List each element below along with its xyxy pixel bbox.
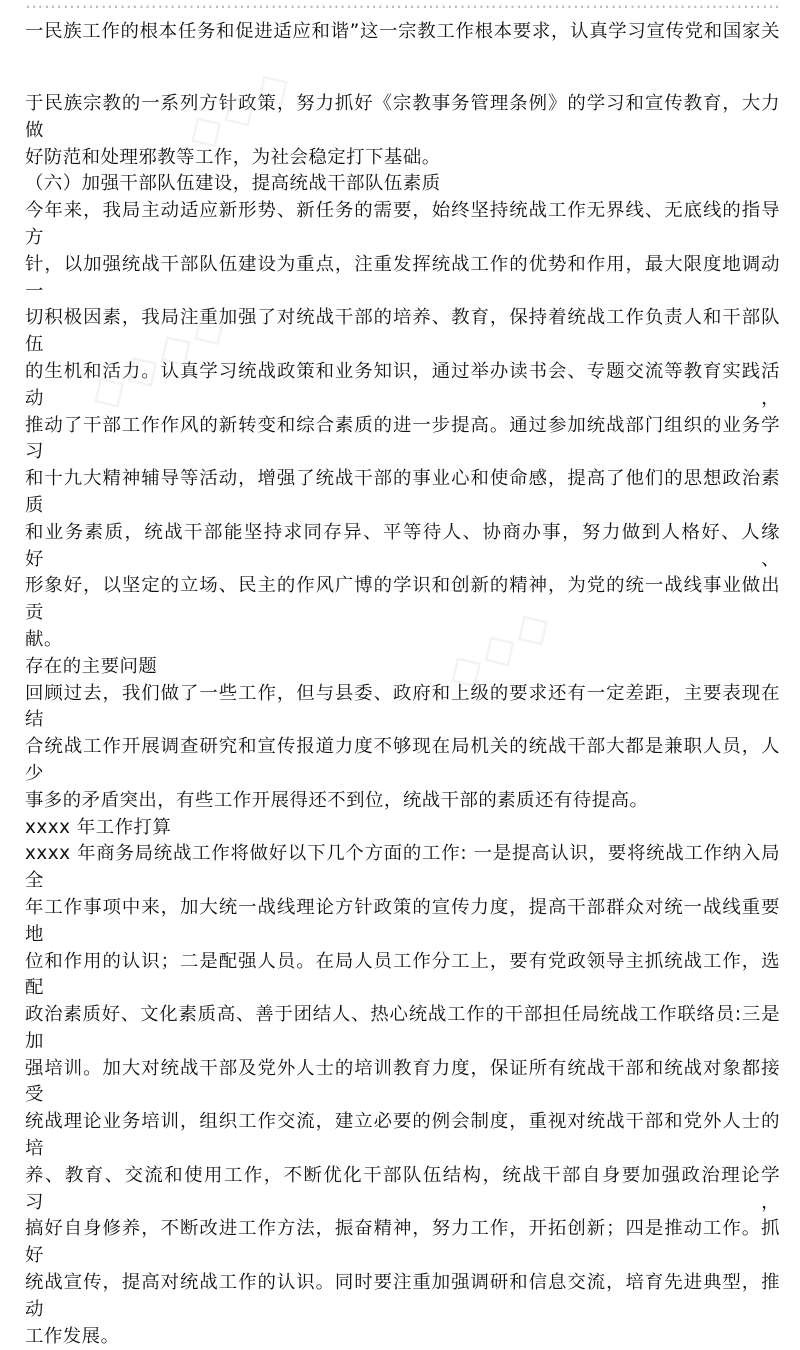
text-line: 好防范和处理邪教等工作，为社会稳定打下基础。: [25, 146, 441, 168]
document-body: [25, 91, 780, 1350]
section-heading: xxxx 年工作打算: [25, 816, 172, 838]
text-line: 合统战工作开展调查研究和宣传报道力度不够现在局机关的统战干部大都是兼职人员，人少: [25, 736, 780, 784]
text-line-cut-off: …………………………………………………………………………………………………………: [25, 0, 781, 13]
section-heading: （六）加强干部队伍建设，提高统战干部队伍素质: [25, 173, 441, 195]
text-line: 献。: [25, 628, 63, 650]
watermark: ◇◇◇◇: [77, 292, 240, 422]
text-line: 年工作事项中来，加大统一战线理论方针政策的宣传力度，提高干部群众对统一战线重要地: [25, 896, 780, 945]
text-line: 事多的矛盾突出，有些工作开展得还不到位，统战干部的素质还有待提高。: [25, 789, 649, 811]
text-line: 工作发展。: [25, 1325, 120, 1347]
text-line: 政治素质好、文化素质高、善于团结人、热心统战工作的干部担任局统战工作联络员:三是加: [25, 1004, 780, 1052]
text-line: 统战理论业务培训，组织工作交流，建立必要的例会制度，重视对统战干部和党外人士的培: [25, 1111, 780, 1160]
watermark: ◇◇◇: [434, 592, 564, 702]
section-heading: 存在的主要问题: [25, 655, 158, 677]
text-line: 回顾过去，我们做了一些工作，但与县委、政府和上级的要求还有一定差距，主要表现在结: [25, 682, 780, 731]
text-line: 切积极因素，我局注重加强了对统战干部的培养、教育，保持着统战工作负责人和干部队伍: [25, 307, 780, 356]
text-line: 和业务素质，统战干部能坚持求同存异、平等待人、协商办事，努力做到人格好、人缘好、: [25, 521, 780, 570]
text-line: 位和作用的认识；二是配强人员。在局人员工作分工上，要有党政领导主抓统战工作，选配: [25, 950, 780, 999]
text-line: 推动了干部工作作风的新转变和综合素质的进一步提高。通过参加统战部门组织的业务学习: [25, 414, 780, 463]
text-line: 针，以加强统战干部队伍建设为重点，注重发挥统战工作的优势和作用，最大限度地调动一: [25, 253, 780, 302]
text-line: 强培训。加大对统战干部及党外人士的培训教育力度，保证所有统战干部和统战对象都接受: [25, 1057, 780, 1106]
text-line: 今年来，我局主动适应新形势、新任务的需要，始终坚持统战工作无界线、无底线的指导方: [25, 200, 780, 248]
text-line: xxxx 年商务局统战工作将做好以下几个方面的工作: 一是提高认识，要将统战工作纳入局全: [25, 843, 780, 892]
watermark: ◇◇◇: [174, 52, 304, 162]
text-line: 养、教育、交流和使用工作，不断优化干部队伍结构，统战干部自身要加强政治理论学习，: [25, 1164, 780, 1213]
text-line: 和十九大精神辅导等活动，增强了统战干部的事业心和使命感，提高了他们的思想政治素质: [25, 468, 780, 516]
text-line: 搞好自身修养，不断改进工作方法，振奋精神，努力工作，开拓创新；四是推动工作。抓好: [25, 1218, 780, 1267]
text-line: 的生机和活力。认真学习统战政策和业务知识，通过举办读书会、专题交流等教育实践活动，: [25, 360, 780, 409]
text-line: 形象好，以坚定的立场、民主的作风广博的学识和创新的精神，为党的统一战线事业做出贡: [25, 575, 780, 624]
text-line: 统战宣传，提高对统战工作的认识。同时要注重加强调研和信息交流，培育先进典型，推动: [25, 1272, 780, 1320]
text-line: 于民族宗教的一系列方针政策，努力抓好《宗教事务管理条例》的学习和宣传教育，大力做: [25, 93, 780, 141]
text-line: 一民族工作的根本任务和促进适应和谐”这一宗教工作根本要求，认真学习宣传党和国家关: [25, 21, 780, 42]
top-fragment: [25, 0, 780, 46]
